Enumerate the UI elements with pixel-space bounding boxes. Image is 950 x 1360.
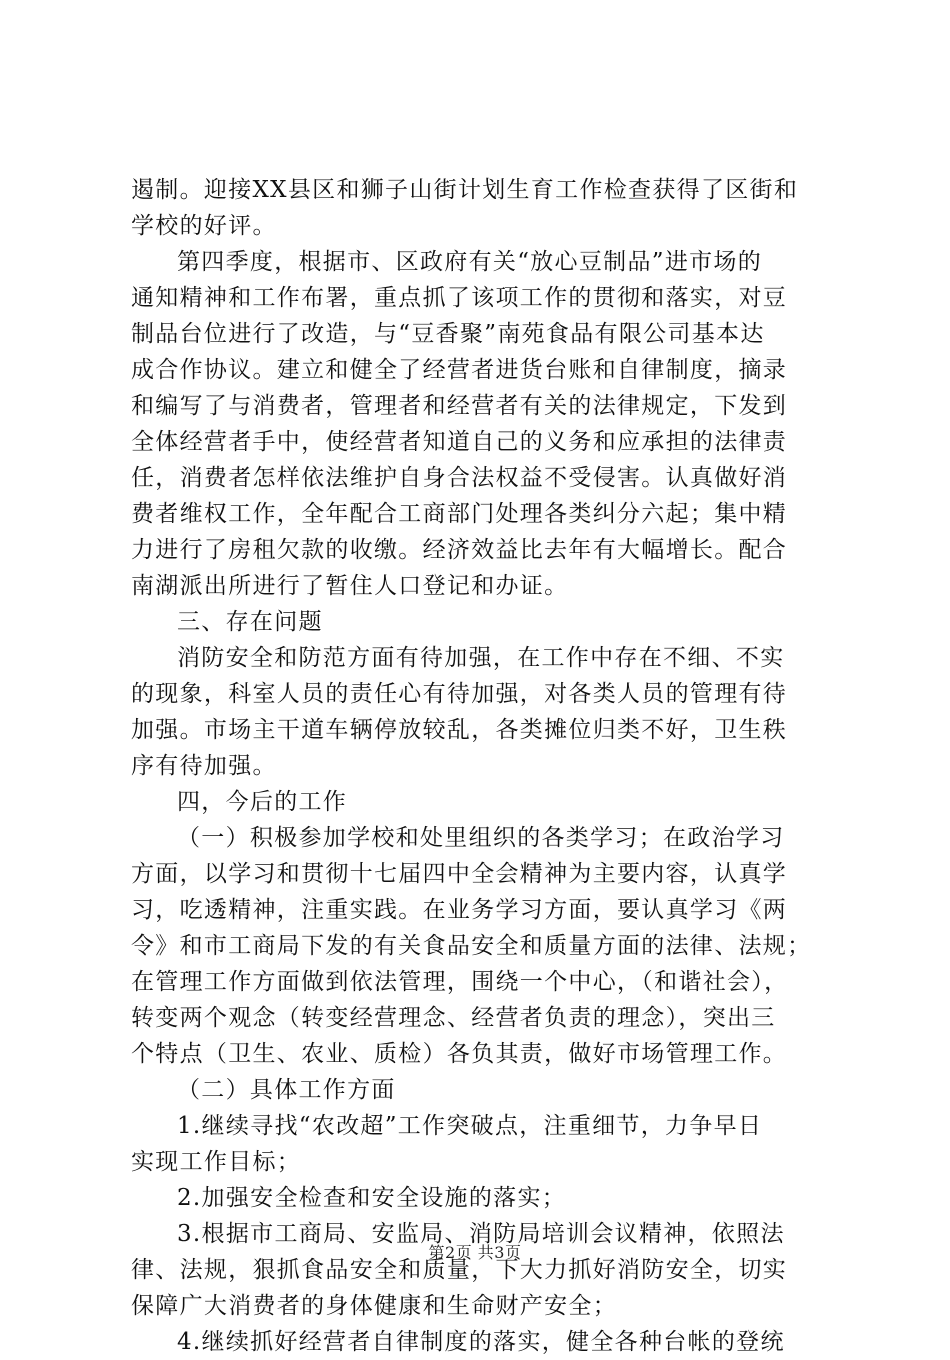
text-line: 保障广大消费者的身体健康和生命财产安全； (131, 1293, 617, 1319)
text-line: 令》和市工商局下发的有关食品安全和质量方面的法律、法规； (131, 933, 812, 959)
paragraph-start-line: 第四季度，根据市、区政府有关“放心豆制品”进市场的 (177, 249, 763, 275)
text-line: 律、法规，狠抓食品安全和质量，下大力抓好消防安全，切实 (131, 1257, 788, 1283)
text-line: 方面，以学习和贯彻十七届四中全会精神为主要内容，认真学 (131, 861, 788, 887)
section-heading: 三、存在问题 (177, 609, 323, 635)
list-item: 3.根据市工商局、安监局、消防局培训会议精神，依照法 (177, 1221, 785, 1247)
text-line: 制品台位进行了改造，与“豆香聚”南苑食品有限公司基本达 (131, 321, 765, 347)
document-body (131, 172, 831, 1360)
page-footer: 第2页 共3页 (428, 1243, 522, 1262)
list-item: 1.继续寻找“农改超”工作突破点，注重细节，力争早日 (177, 1113, 763, 1139)
text-line: 转变两个观念（转变经营理念、经营者负责的理念），突出三 (131, 1005, 776, 1031)
list-item: 4.继续抓好经营者自律制度的落实，健全各种台帐的登统 (177, 1329, 785, 1355)
subsection-heading: （一）积极参加学校和处里组织的各类学习；在政治学习 (177, 825, 785, 851)
text-line: 通知精神和工作布署，重点抓了该项工作的贯彻和落实，对豆 (131, 285, 788, 311)
paragraph-start-line: 消防安全和防范方面有待加强，在工作中存在不细、不实 (177, 645, 785, 671)
list-item: 2.加强安全检查和安全设施的落实； (177, 1185, 567, 1211)
text-line: 学校的好评。 (131, 213, 277, 239)
text-line: 序有待加强。 (131, 753, 277, 779)
text-line: 的现象，科室人员的责任心有待加强，对各类人员的管理有待 (131, 681, 788, 707)
text-line: 在管理工作方面做到依法管理，围绕一个中心，（和谐社会）， (131, 969, 789, 995)
text-line: 习，吃透精神，注重实践。在业务学习方面，要认真学习《两 (131, 897, 788, 923)
text-line: 费者维权工作，全年配合工商部门处理各类纠分六起；集中精 (131, 501, 788, 527)
subsection-heading: （二）具体工作方面 (177, 1077, 396, 1103)
text-line: 南湖派出所进行了暂住人口登记和办证。 (131, 573, 569, 599)
text-line: 成合作协议。建立和健全了经营者进货台账和自律制度，摘录 (131, 357, 788, 383)
text-line: 实现工作目标； (131, 1149, 302, 1175)
text-line: 个特点（卫生、农业、质检）各负其责，做好市场管理工作。 (131, 1041, 788, 1067)
text-line: 力进行了房租欠款的收缴。经济效益比去年有大幅增长。配合 (131, 537, 788, 563)
text-line: 任，消费者怎样依法维护自身合法权益不受侵害。认真做好消 (131, 465, 788, 491)
text-line: 加强。市场主干道车辆停放较乱，各类摊位归类不好，卫生秩 (131, 717, 788, 743)
section-heading: 四，今后的工作 (177, 789, 348, 815)
text-line: 遏制。迎接XX县区和狮子山街计划生育工作检查获得了区街和 (131, 177, 799, 203)
text-line: 全体经营者手中，使经营者知道自己的义务和应承担的法律责 (131, 429, 788, 455)
text-line: 和编写了与消费者，管理者和经营者有关的法律规定，下发到 (131, 393, 788, 419)
